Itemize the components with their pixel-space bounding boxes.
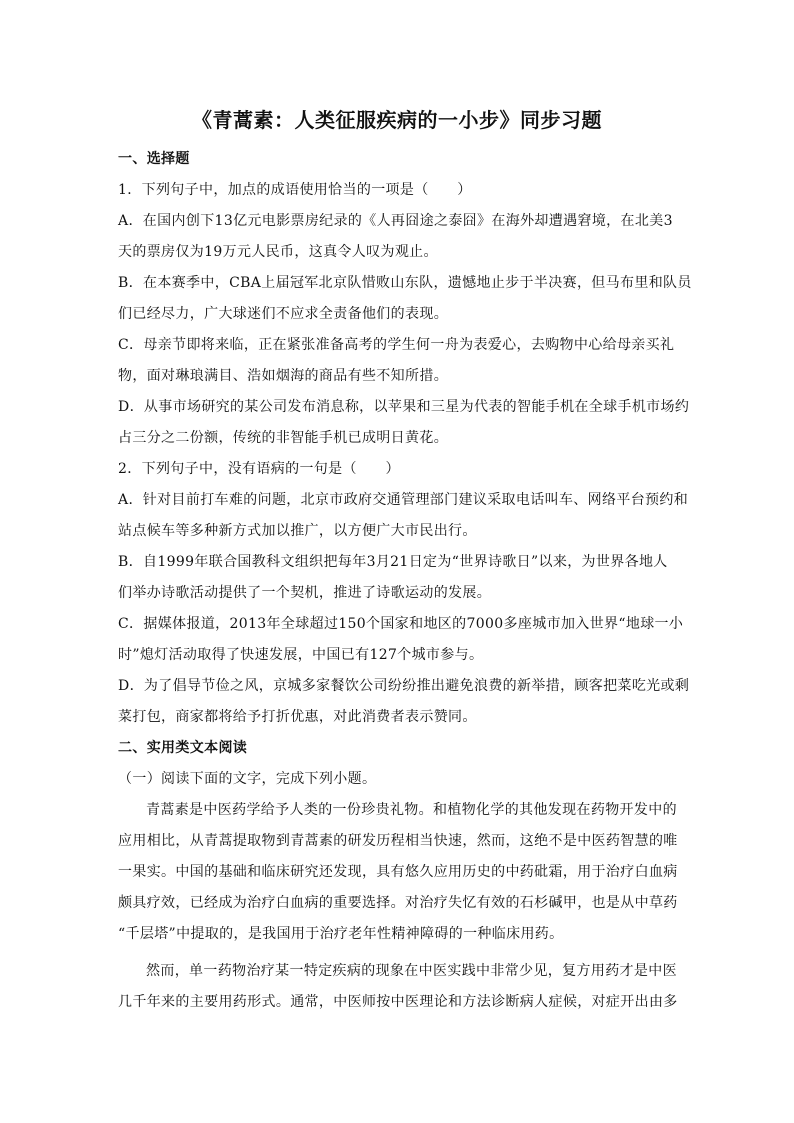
paragraph-1-line-5: “千层塔”中提取的，是我国用于治疗老年性精神障碍的一种临床用药。 [118, 926, 564, 942]
q2-option-d-line-2: 菜打包，商家都将给予打折优惠，对此消费者表示赞同。 [118, 709, 477, 725]
paragraph-2-line-1: 然而，单一药物治疗某一特定疾病的现象在中医实践中非常少见，复方用药才是中医 [146, 963, 677, 979]
q1-option-d-line-1: D．从事市场研究的某公司发布消息称，以苹果和三星为代表的智能手机在全球手机市场约 [118, 399, 690, 415]
paragraph-1-line-1: 青蒿素是中医药学给予人类的一份珍贵礼物。和植物化学的其他发现在药物开发中的 [146, 802, 677, 818]
q1-option-b-line-1: B．在本赛季中，CBA上届冠军北京队惜败山东队，遗憾地止步于半决赛，但马布里和队员 [118, 275, 692, 291]
question-1-stem: 1．下列句子中，加点的成语使用恰当的一项是（ ） [118, 182, 472, 198]
q2-option-a-line-2: 站点候车等多种新方式加以推广，以方便广大市民出行。 [118, 523, 477, 539]
q1-option-d-line-2: 占三分之二份额，传统的非智能手机已成明日黄花。 [118, 430, 449, 446]
q2-option-b-line-1: B．自1999年联合国教科文组织把每年3月21日定为“世界诗歌日”以来，为世界各地人 [118, 554, 668, 570]
paragraph-1-line-4: 颇具疗效，已经成为治疗白血病的重要选择。对治疗失忆有效的石杉碱甲，也是从中草药 [118, 895, 678, 911]
q2-option-a-line-1: A．针对目前打车难的问题，北京市政府交通管理部门建议采取电话叫车、网络平台预约和 [118, 492, 689, 508]
q2-option-c-line-2: 时”熄灯活动取得了快速发展，中国已有127个城市参与。 [118, 647, 484, 663]
paragraph-2-line-2: 几千年来的主要用药形式。通常，中医师按中医理论和方法诊断病人症候，对症开出由多 [118, 994, 678, 1010]
reading-instruction: （一）阅读下面的文字，完成下列小题。 [118, 771, 377, 787]
section-heading-choice: 一、选择题 [118, 151, 190, 167]
paragraph-1-line-2: 应用相比，从青蒿提取物到青蒿素的研发历程相当快速，然而，这绝不是中医药智慧的唯 [118, 833, 678, 849]
document-body [118, 144, 692, 1018]
document-title: 《青蒿素：人类征服疾病的一小步》同步习题 [192, 108, 602, 132]
q2-option-b-line-2: 们举办诗歌活动提供了一个契机，推进了诗歌运动的发展。 [118, 585, 492, 601]
question-2-stem: 2．下列句子中，没有语病的一句是（ ） [118, 461, 400, 477]
q2-option-d-line-1: D．为了倡导节俭之风，京城多家餐饮公司纷纷推出避免浪费的新举措，顾客把菜吃光或剩 [118, 678, 690, 694]
paragraph-1-line-3: 一果实。中国的基础和临床研究还发现，具有悠久应用历史的中药砒霜，用于治疗白血病 [118, 864, 678, 880]
q2-option-c-line-1: C．据媒体报道，2013年全球超过150个国家和地区的7000多座城市加入世界“地球一小 [118, 616, 684, 632]
q1-option-a-line-2: 天的票房仅为19万元人民币，这真令人叹为观止。 [118, 244, 438, 260]
q1-option-c-line-2: 物，面对琳琅满目、浩如烟海的商品有些不知所措。 [118, 368, 449, 384]
q1-option-c-line-1: C．母亲节即将来临，正在紧张准备高考的学生何一舟为表爱心，去购物中心给母亲买礼 [118, 337, 675, 353]
q1-option-a-line-1: A．在国内创下13亿元电影票房纪录的《人再囧途之泰囧》在海外却遭遇窘境，在北美3 [118, 213, 673, 229]
section-heading-reading: 二、实用类文本阅读 [118, 740, 248, 756]
q1-option-b-line-2: 们已经尽力，广大球迷们不应求全责备他们的表现。 [118, 306, 449, 322]
